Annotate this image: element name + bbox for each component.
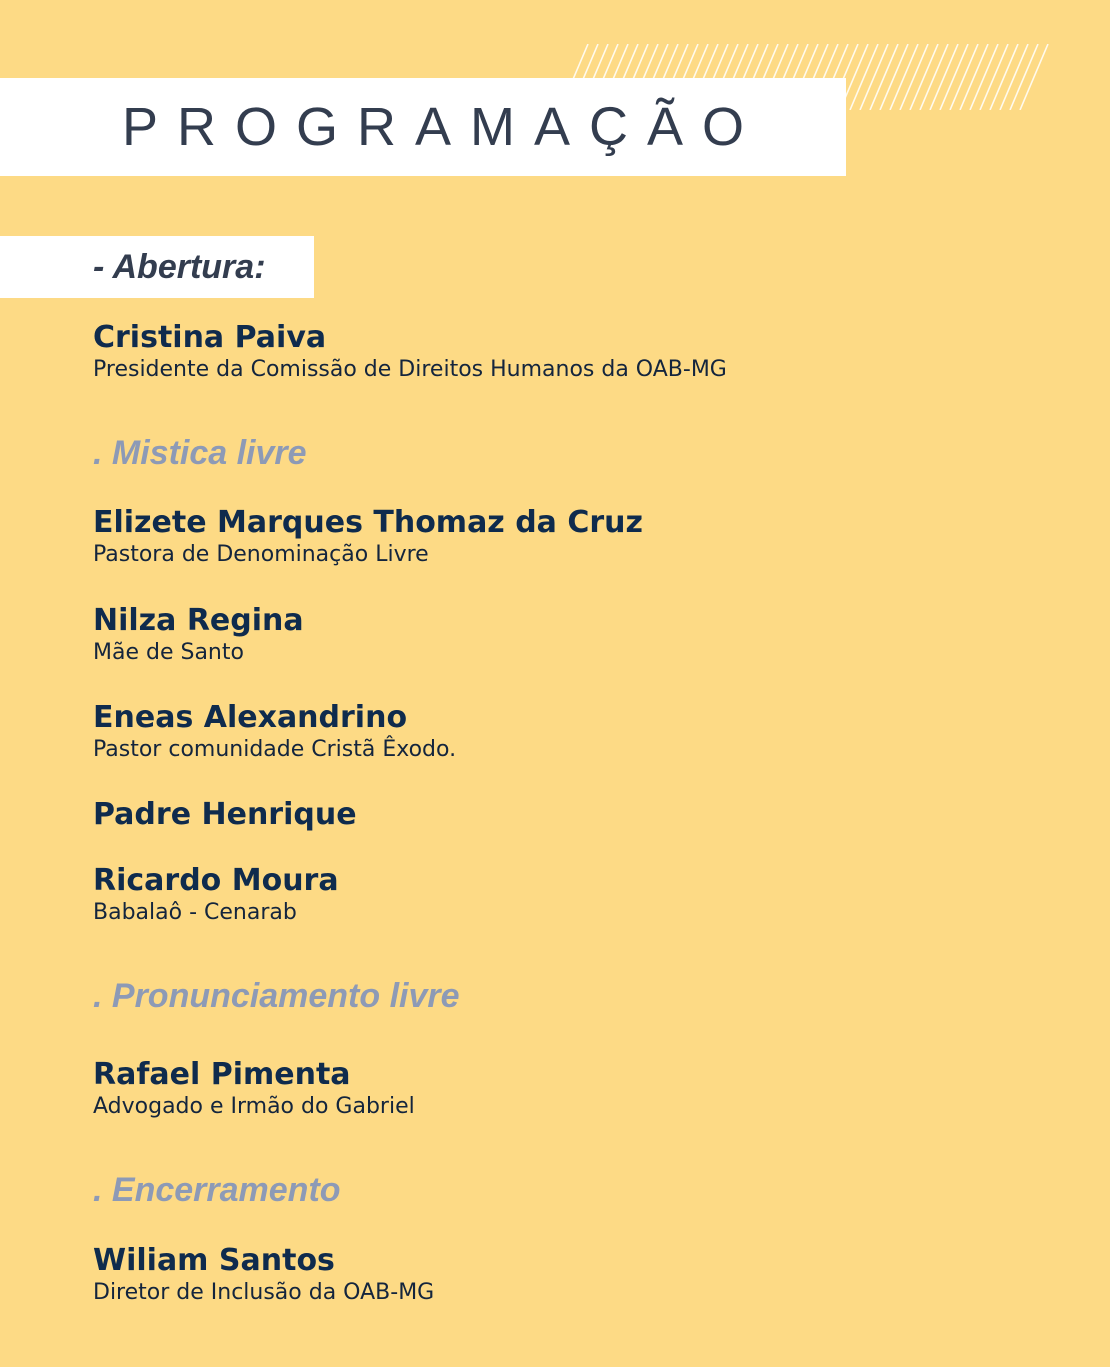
person-rafael-pimenta: [93, 1057, 415, 1121]
person-name: Padre Henrique: [93, 797, 357, 832]
page-title: PROGRAMAÇÃO: [122, 97, 764, 157]
opening-label: - Abertura:: [93, 248, 266, 286]
person-name: Elizete Marques Thomaz da Cruz: [93, 505, 644, 540]
person-name: Cristina Paiva: [93, 320, 327, 355]
person-role: Presidente da Comissão de Direitos Humanos da OAB-MG: [93, 357, 727, 382]
person-nilza-regina: [93, 603, 304, 667]
person-wiliam-santos: [93, 1243, 434, 1307]
title-banner: [0, 78, 846, 176]
person-ricardo-moura: [93, 863, 339, 927]
person-role: Mãe de Santo: [93, 640, 244, 665]
person-name: Rafael Pimenta: [93, 1057, 351, 1092]
opening-banner: [0, 236, 314, 298]
section-label-pronunciamento: . Pronunciamento livre: [93, 977, 460, 1015]
section-label-mistica: . Mistica livre: [93, 434, 307, 472]
person-name: Ricardo Moura: [93, 863, 339, 898]
person-role: Pastora de Denominação Livre: [93, 542, 429, 567]
person-name: Wiliam Santos: [93, 1243, 335, 1278]
person-role: Pastor comunidade Cristã Êxodo.: [93, 737, 457, 762]
person-name: Nilza Regina: [93, 603, 304, 638]
person-role: Babalaô - Cenarab: [93, 900, 297, 925]
person-elizete-marques: [93, 505, 643, 569]
person-role: Advogado e Irmão do Gabriel: [93, 1094, 415, 1119]
person-name: Eneas Alexandrino: [93, 700, 408, 735]
person-cristina-paiva: [93, 320, 727, 384]
person-role: Diretor de Inclusão da OAB-MG: [93, 1280, 435, 1305]
section-label-encerramento: . Encerramento: [93, 1171, 341, 1209]
person-padre-henrique: [93, 797, 357, 833]
person-eneas-alexandrino: [93, 700, 456, 764]
